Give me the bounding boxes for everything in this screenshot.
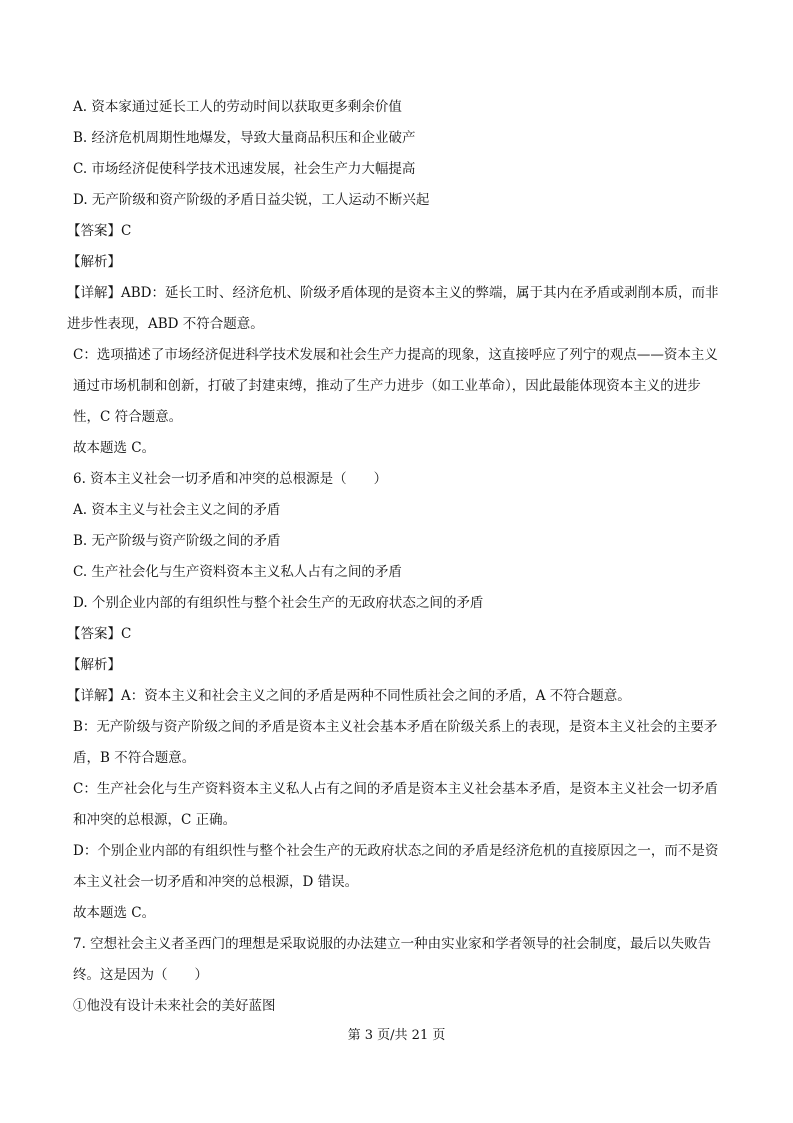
document-body <box>67 92 723 1022</box>
q5-detail-c: C：选项描述了市场经济促进科学技术发展和社会生产力提高的现象，这直接呼应了列宁的观点——资本主义通过市场机制和创新，打破了封建束缚，推动了生产力进步（如工业革命），因此最能体现资本主义的进步性，C 符合题意。 <box>73 347 718 425</box>
q6-option-c: C. 生产社会化与生产资料资本主义私人占有之间的矛盾 <box>73 564 402 580</box>
q6-option-d: D. 个别企业内部的有组织性与整个社会生产的无政府状态之间的矛盾 <box>73 595 484 611</box>
q5-option-b: B. 经济危机周期性地爆发，导致大量商品积压和企业破产 <box>73 130 416 146</box>
q5-answer: 【答案】C <box>67 223 132 239</box>
q5-analysis-label: 【解析】 <box>67 254 121 270</box>
q5-option-c: C. 市场经济促使科学技术迅速发展，社会生产力大幅提高 <box>73 161 416 177</box>
q5-option-a: A. 资本家通过延长工人的劳动时间以获取更多剩余价值 <box>73 99 402 115</box>
q5-option-d: D. 无产阶级和资产阶级的矛盾日益尖锐，工人运动不断兴起 <box>73 192 430 208</box>
page-footer: 第 3 页/共 21 页 <box>347 1028 446 1043</box>
q6-detail-c: C：生产社会化与生产资料资本主义私人占有之间的矛盾是资本主义社会基本矛盾，是资本主义社会一切矛盾和冲突的总根源，C 正确。 <box>73 781 718 828</box>
q7-item-1: ①他没有设计未来社会的美好蓝图 <box>73 998 276 1014</box>
q6-option-b: B. 无产阶级与资产阶级之间的矛盾 <box>73 533 281 549</box>
q6-answer: 【答案】C <box>67 626 132 642</box>
q6-detail-b: B：无产阶级与资产阶级之间的矛盾是资本主义社会基本矛盾在阶级关系上的表现，是资本主义社会的主要矛盾，B 不符合题意。 <box>73 719 718 766</box>
q6-analysis-label: 【解析】 <box>67 657 121 673</box>
q7-stem: 7. 空想社会主义者圣西门的理想是采取说服的办法建立一种由实业家和学者领导的社会制度，最后以失败告终。这是因为（ ） <box>73 936 712 983</box>
q6-stem: 6. 资本主义社会一切矛盾和冲突的总根源是（ ） <box>73 471 388 487</box>
q6-detail-d: D：个别企业内部的有组织性与整个社会生产的无政府状态之间的矛盾是经济危机的直接原因之一，而不是资本主义社会一切矛盾和冲突的总根源，D 错误。 <box>73 843 719 890</box>
q6-option-a: A. 资本主义与社会主义之间的矛盾 <box>73 502 281 518</box>
q6-conclusion: 故本题选 C。 <box>73 905 156 921</box>
q6-detail-a: 【详解】A：资本主义和社会主义之间的矛盾是两种不同性质社会之间的矛盾，A 不符合题意。 <box>67 688 631 704</box>
q5-detail-abd: 【详解】ABD：延长工时、经济危机、阶级矛盾体现的是资本主义的弊端，属于其内在矛盾或剥削本质，而非进步性表现，ABD 不符合题意。 <box>67 285 719 332</box>
q5-conclusion: 故本题选 C。 <box>73 440 156 456</box>
